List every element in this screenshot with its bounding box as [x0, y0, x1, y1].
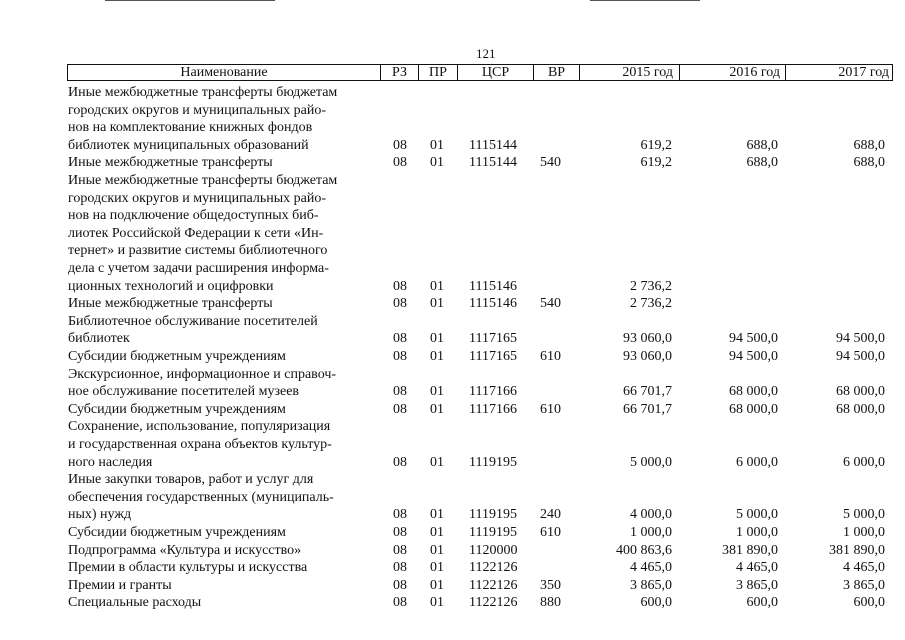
- cell-y2017: 94 500,0: [836, 349, 885, 364]
- header-2016: 2016 год: [729, 65, 780, 80]
- row-name: [68, 401, 378, 419]
- row-name: [68, 542, 378, 560]
- cell-rz: 08: [393, 278, 407, 294]
- cell-csr: 1122126: [469, 595, 518, 611]
- cell-vr: 540: [540, 296, 561, 312]
- cell-csr: 1122126: [469, 577, 518, 593]
- row-name-line: Иные межбюджетные трансферты: [68, 296, 273, 312]
- row-name-line: ного наследия: [68, 454, 153, 470]
- cell-csr: 1115146: [469, 296, 517, 312]
- row-name-line: Специальные расходы: [68, 595, 202, 611]
- cell-y2015: 93 060,0: [623, 349, 672, 364]
- cell-pr: 01: [430, 155, 444, 171]
- cell-y2017: 1 000,0: [843, 525, 885, 540]
- row-name-line: обеспечения государственных (муниципаль-: [68, 489, 334, 505]
- header-vr: ВР: [547, 65, 566, 80]
- cell-vr: 880: [540, 595, 561, 611]
- row-name: [68, 366, 378, 401]
- cell-y2015: 400 863,6: [616, 542, 672, 558]
- cell-y2016: 68 000,0: [729, 384, 778, 400]
- row-name-line: библиотек муниципальных образований: [68, 137, 309, 153]
- cell-y2016: 94 500,0: [729, 331, 778, 347]
- cell-y2016: 68 000,0: [729, 401, 778, 417]
- cell-csr: 1117165: [469, 331, 517, 347]
- row-name-line: Иные межбюджетные трансферты бюджетам: [68, 85, 338, 100]
- row-name-line: городских округов и муниципальных райо-: [68, 102, 327, 118]
- row-name: [68, 84, 378, 154]
- cell-vr: 610: [540, 349, 561, 364]
- row-name-line: городских округов и муниципальных райо-: [68, 190, 327, 206]
- row-name-line: тернет» и развитие системы библиотечного: [68, 243, 328, 259]
- cell-y2015: 2 736,2: [630, 278, 672, 294]
- row-name-line: ных) нужд: [68, 507, 132, 523]
- cell-vr: 610: [540, 401, 561, 417]
- cell-pr: 01: [430, 137, 444, 153]
- cell-vr: 350: [540, 577, 561, 593]
- row-name: [68, 172, 378, 295]
- cell-y2015: 4 000,0: [630, 507, 672, 523]
- cell-pr: 01: [430, 278, 444, 294]
- header-2017: 2017 год: [838, 65, 889, 80]
- header-2015: 2015 год: [622, 65, 673, 80]
- cell-pr: 01: [430, 384, 444, 400]
- cell-vr: 540: [540, 155, 561, 171]
- row-name-line: и государственная охрана объектов культур-: [68, 436, 332, 452]
- cell-y2017: 688,0: [853, 155, 885, 171]
- row-name: [68, 471, 378, 524]
- cell-rz: 08: [393, 507, 407, 523]
- cell-y2017: 94 500,0: [836, 331, 885, 347]
- row-name-line: ное обслуживание посетителей музеев: [68, 384, 300, 400]
- cell-y2017: 600,0: [853, 595, 885, 611]
- cell-rz: 08: [393, 137, 407, 153]
- scan-artifact-line: [590, 0, 700, 1]
- cell-y2015: 619,2: [640, 137, 672, 153]
- cell-csr: 1122126: [469, 560, 518, 576]
- cell-pr: 01: [430, 507, 444, 523]
- cell-rz: 08: [393, 296, 407, 312]
- row-name-line: Сохранение, использование, популяризация: [68, 419, 331, 435]
- cell-pr: 01: [430, 454, 444, 470]
- cell-rz: 08: [393, 155, 407, 171]
- row-name-line: Премии в области культуры и искусства: [68, 560, 308, 576]
- cell-y2015: 600,0: [640, 595, 672, 611]
- cell-y2016: 688,0: [746, 155, 778, 171]
- cell-rz: 08: [393, 454, 407, 470]
- cell-pr: 01: [430, 595, 444, 611]
- cell-pr: 01: [430, 577, 444, 593]
- row-name: [68, 559, 378, 577]
- cell-y2016: 94 500,0: [729, 349, 778, 364]
- cell-y2015: 66 701,7: [623, 384, 672, 400]
- cell-y2016: 381 890,0: [722, 542, 778, 558]
- page-number: 121: [476, 46, 496, 61]
- cell-y2017: 688,0: [853, 137, 885, 153]
- cell-y2016: 4 465,0: [736, 560, 778, 576]
- cell-y2015: 5 000,0: [630, 454, 672, 470]
- cell-y2015: 93 060,0: [623, 331, 672, 347]
- row-name: [68, 154, 378, 172]
- row-name-line: библиотек: [68, 331, 130, 347]
- cell-csr: 1117166: [469, 384, 517, 400]
- row-name-line: Библиотечное обслуживание посетителей: [68, 313, 318, 329]
- cell-rz: 08: [393, 560, 407, 576]
- cell-y2015: 2 736,2: [630, 296, 672, 312]
- cell-pr: 01: [430, 401, 444, 417]
- cell-y2016: 688,0: [746, 137, 778, 153]
- row-name-line: Премии и гранты: [68, 577, 172, 593]
- row-name-line: Субсидии бюджетным учреждениям: [68, 525, 286, 540]
- cell-rz: 08: [393, 525, 407, 540]
- row-name: [68, 418, 378, 471]
- row-name-line: Экскурсионное, информационное и справоч-: [68, 366, 337, 382]
- row-name-line: Подпрограмма «Культура и искусство»: [68, 542, 302, 558]
- cell-csr: 1119195: [469, 525, 517, 540]
- scan-artifact-line: [105, 0, 275, 1]
- cell-y2017: 6 000,0: [843, 454, 885, 470]
- row-name: [68, 313, 378, 348]
- cell-y2015: 619,2: [640, 155, 672, 171]
- cell-y2017: 4 465,0: [843, 560, 885, 576]
- header-pr: ПР: [429, 65, 447, 80]
- row-name-line: Иные межбюджетные трансферты бюджетам: [68, 173, 338, 188]
- cell-vr: 610: [540, 525, 561, 540]
- row-name-line: Субсидии бюджетным учреждениям: [68, 401, 286, 417]
- cell-y2017: 3 865,0: [843, 577, 885, 593]
- cell-pr: 01: [430, 542, 444, 558]
- header-name: Наименование: [180, 65, 268, 80]
- cell-csr: 1119195: [469, 507, 517, 523]
- row-name: [68, 594, 378, 612]
- cell-csr: 1117165: [469, 349, 517, 364]
- cell-y2017: 68 000,0: [836, 401, 885, 417]
- cell-y2017: 68 000,0: [836, 384, 885, 400]
- cell-pr: 01: [430, 525, 444, 540]
- row-name: [68, 348, 378, 366]
- cell-y2015: 1 000,0: [630, 525, 672, 540]
- cell-y2016: 5 000,0: [736, 507, 778, 523]
- row-name-line: дела с учетом задачи расширения информа-: [68, 260, 329, 276]
- row-name-line: ционных технологий и оцифровки: [68, 278, 274, 294]
- cell-csr: 1117166: [469, 401, 517, 417]
- cell-y2016: 6 000,0: [736, 454, 778, 470]
- cell-csr: 1115146: [469, 278, 517, 294]
- cell-pr: 01: [430, 349, 444, 364]
- row-name: [68, 295, 378, 313]
- cell-pr: 01: [430, 560, 444, 576]
- row-name-line: нов на комплектование книжных фондов: [68, 120, 313, 136]
- cell-y2015: 66 701,7: [623, 401, 672, 417]
- cell-rz: 08: [393, 349, 407, 364]
- row-name-line: лиотек Российской Федерации к сети «Ин-: [68, 225, 324, 241]
- cell-y2017: 5 000,0: [843, 507, 885, 523]
- cell-rz: 08: [393, 384, 407, 400]
- cell-y2015: 4 465,0: [630, 560, 672, 576]
- header-rz: РЗ: [392, 65, 407, 80]
- cell-rz: 08: [393, 542, 407, 558]
- cell-rz: 08: [393, 401, 407, 417]
- row-name-line: Субсидии бюджетным учреждениям: [68, 349, 286, 364]
- row-name-line: нов на подключение общедоступных биб-: [68, 208, 319, 224]
- cell-vr: 240: [540, 507, 561, 523]
- cell-pr: 01: [430, 296, 444, 312]
- row-name-line: Иные межбюджетные трансферты: [68, 155, 273, 171]
- cell-csr: 1115144: [469, 155, 517, 171]
- cell-rz: 08: [393, 577, 407, 593]
- cell-y2016: 3 865,0: [736, 577, 778, 593]
- cell-rz: 08: [393, 331, 407, 347]
- row-name: [68, 524, 378, 542]
- row-name: [68, 577, 378, 595]
- cell-csr: 1119195: [469, 454, 517, 470]
- cell-pr: 01: [430, 331, 444, 347]
- cell-csr: 1120000: [469, 542, 518, 558]
- cell-y2017: 381 890,0: [829, 542, 885, 558]
- cell-y2016: 600,0: [746, 595, 778, 611]
- cell-y2015: 3 865,0: [630, 577, 672, 593]
- cell-y2016: 1 000,0: [736, 525, 778, 540]
- cell-rz: 08: [393, 595, 407, 611]
- header-csr: ЦСР: [481, 65, 510, 80]
- row-name-line: Иные закупки товаров, работ и услуг для: [68, 472, 314, 488]
- cell-csr: 1115144: [469, 137, 517, 153]
